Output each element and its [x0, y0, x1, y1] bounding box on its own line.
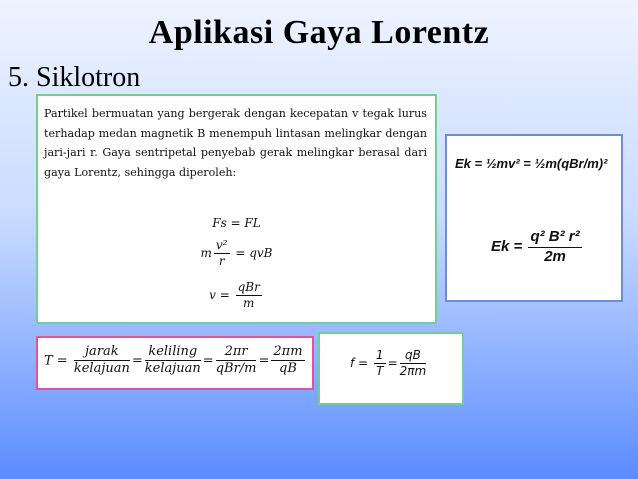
- kinetic-energy-equation-2: [491, 228, 584, 267]
- kinetic-energy-label: Ek =: [491, 238, 523, 256]
- period-panel: [36, 336, 314, 390]
- frequency-label: f =: [350, 356, 369, 370]
- equation-centripetal: [38, 238, 435, 269]
- fraction-numerator: 2πr: [216, 344, 257, 361]
- equation-velocity-left: v =: [209, 288, 230, 302]
- fraction-denominator: qBr/m: [215, 361, 257, 377]
- equation-force-balance-text: Fs = FL: [212, 216, 261, 230]
- kinetic-energy-panel: [445, 134, 623, 302]
- fraction-denominator: r: [218, 254, 225, 268]
- period-label: T =: [44, 353, 68, 369]
- fraction-qbr-over-m: [236, 280, 262, 311]
- fraction-denominator: kelajuan: [144, 361, 201, 377]
- explanation-paragraph: Partikel bermuatan yang bergerak dengan kecepatan v tegak lurus terhadap medan magnetik B menempuh lintasan melingkar dengan jari-jari r. Gaya sentripetal penyebab gerak melingkar berasal dari gaya Lorentz, sehingga diperoleh:: [44, 107, 427, 179]
- kinetic-energy-equation-1: Ek = ½mv² = ½m(qBr/m)²: [455, 156, 608, 171]
- slide-subtitle: 5. Siklotron: [8, 62, 141, 93]
- fraction-1-over-T: [374, 348, 386, 379]
- fraction-numerator: qB: [400, 348, 427, 364]
- fraction-numerator: qBr: [237, 280, 260, 294]
- period-equation: T = $\frac{\text{jarak}}{\text{kelajuan}}$ = $\frac{\text{keliling}}{\text{kelajuan}}$ = $\frac{2\pi r}{\text{qBr/m}}$ = $\frac{2\pi m}{qB}$: [44, 344, 303, 377]
- fraction-numerator: 2πm: [271, 344, 304, 361]
- equation-centripetal-right: = qvB: [235, 246, 273, 260]
- equation-force-balance: [38, 216, 435, 230]
- frequency-equation: f = $\frac{1}{T}$ = $\frac{qB}{2\pi m}$: [350, 348, 427, 378]
- fraction-denominator: kelajuan: [73, 361, 130, 377]
- fraction-denominator: m: [243, 296, 255, 310]
- fraction-numerator: keliling: [145, 344, 201, 361]
- frequency-panel: [318, 332, 464, 405]
- fraction-jarak-kelajuan: [74, 344, 130, 378]
- equation-centripetal-mass: m: [200, 246, 212, 260]
- fraction-denominator: qB: [279, 361, 297, 377]
- fraction-q2b2r2-over-2m: [528, 228, 581, 267]
- fraction-numerator: jarak: [74, 344, 130, 361]
- explanation-panel: [36, 94, 437, 324]
- slide-title: Aplikasi Gaya Lorentz: [148, 14, 490, 51]
- fraction-numerator: q² B² r²: [528, 228, 581, 248]
- fraction-2pim-over-qb: [271, 344, 304, 378]
- fraction-v2-over-r: [214, 238, 230, 269]
- fraction-qb-over-2pim: [400, 348, 427, 379]
- fraction-2pir-over-qbr-m: [216, 344, 257, 378]
- fraction-numerator: v²: [215, 238, 228, 252]
- fraction-denominator: 2πm: [399, 364, 427, 378]
- equation-velocity: [38, 280, 435, 311]
- fraction-denominator: 2m: [544, 247, 566, 265]
- fraction-numerator: 1: [375, 348, 384, 362]
- fraction-denominator: T: [376, 364, 384, 378]
- fraction-keliling-kelajuan: [145, 344, 201, 378]
